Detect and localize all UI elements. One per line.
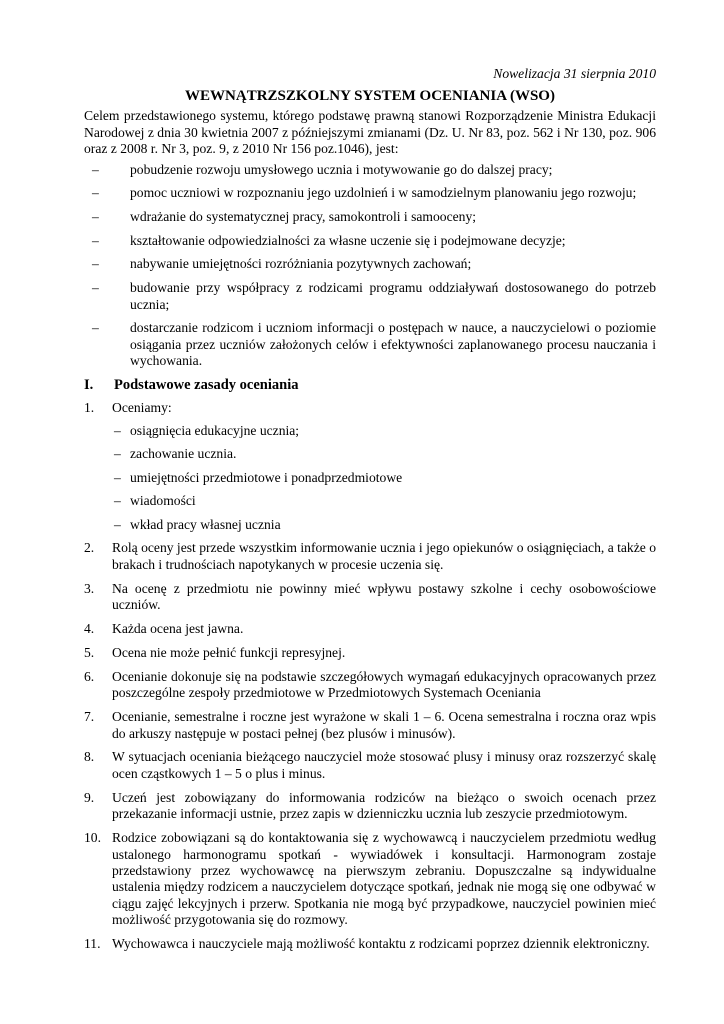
rule-text: Na ocenę z przedmiotu nie powinny mieć wpływu postawy szkolne i cechy osobowościowe uczniów. (112, 580, 656, 613)
dash-bullet: – (92, 280, 99, 296)
goals-list (84, 162, 656, 370)
rule-item (84, 621, 656, 637)
dash-bullet: – (92, 232, 99, 248)
dash-bullet: – (92, 320, 99, 336)
rule-number: 2. (84, 540, 95, 556)
assessed-text: zachowanie ucznia. (130, 446, 237, 462)
rule-item (84, 645, 656, 661)
rule-number: 11. (84, 936, 101, 952)
goal-item (84, 162, 656, 178)
rule-number: 6. (84, 668, 95, 684)
assessed-item (112, 423, 656, 439)
rule-text: Każda ocena jest jawna. (112, 621, 244, 637)
rules-list (84, 400, 656, 952)
dash-bullet: – (92, 185, 99, 201)
rule-text: Uczeń jest zobowiązany do informowania rodziców na bieżąco o swoich ocenach przez przekazanie informacji ustnie, przez zapis w dzienniczku ucznia lub zeszycie przedmiotowym. (112, 789, 656, 822)
dash-bullet: – (92, 209, 99, 225)
assessed-text: osiągnięcia edukacyjne ucznia; (130, 422, 300, 438)
rule-text: Rolą oceny jest przede wszystkim informowanie ucznia i jego opiekunów o osiągnięciach, a także o brakach i trudnościach napotykanych w procesie uczenia się. (112, 540, 656, 572)
dash-bullet: – (114, 422, 121, 438)
assessed-text: umiejętności przedmiotowe i ponadprzedmiotowe (130, 469, 403, 485)
intro-paragraph: Celem przedstawionego systemu, którego podstawę prawną stanowi Rozporządzenie Ministra Edukacji Narodowej z dnia 30 kwietnia 2007 z późniejszymi zmianami (Dz. U. Nr 83, poz. 562 i Nr 130, poz. 906 oraz z 2008 r. Nr 3, poz. 9, z 2010 Nr 156 poz.1046), jest: (84, 108, 656, 157)
goal-item (84, 256, 656, 272)
rule-text: Wychowawca i nauczyciele mają możliwość kontaktu z rodzicami poprzez dziennik elektroniczny. (112, 936, 650, 952)
rule-item (84, 540, 656, 573)
rule-number: 10. (84, 830, 101, 846)
rule-text: Ocenianie dokonuje się na podstawie szczegółowych wymagań edukacyjnych opracowanych przez poszczególne zespoły przedmiotowe w Przedmiotowych Systemach Oceniania (112, 668, 656, 701)
rule-number: 7. (84, 709, 95, 725)
goal-text: dostarczanie rodzicom i uczniom informacji o postępach w nauce, a nauczycielowi o poziomie osiągania przez uczniów założonych celów i efektywności zaplanowanego procesu nauczania i wychowania. (130, 320, 656, 369)
goal-text: budowanie przy współpracy z rodzicami programu oddziaływań dostosowanego do potrzeb ucznia; (130, 280, 656, 312)
rule-text: Oceniamy: (112, 400, 172, 416)
assessed-text: wkład pracy własnej ucznia (130, 516, 281, 532)
goal-item (84, 185, 656, 201)
goal-text: nabywanie umiejętności rozróżniania pozytywnych zachowań; (130, 256, 472, 272)
rule-number: 3. (84, 580, 95, 596)
rule-text: Rodzice zobowiązani są do kontaktowania się z wychowawcą i nauczycielem przedmiotu według ustalonego harmonogramu spotkań - wywiadówek i konsultacji. Harmonogram zostaje przedstawiony przez wychowawcę na pierwszym zebraniu. Dopuszczalne są indywidualne ustalenia między rodzicem a nauczycielem dotyczące spotkań, jednak nie mogą się one odbywać w ciągu zajęć lekcyjnych i przerw. Spotkania nie mogą być przypadkowe, nauczyciel powinien mieć możliwość przygotowania się do rozmowy. (112, 830, 656, 928)
rule-item (84, 830, 656, 928)
rule-item (84, 400, 656, 532)
rule-number: 1. (84, 400, 95, 416)
rule-number: 8. (84, 749, 95, 765)
goal-text: kształtowanie odpowiedzialności za własne uczenie się i podejmowane decyzje; (130, 232, 566, 248)
assessed-item (112, 517, 656, 533)
dash-bullet: – (92, 161, 99, 177)
section-title: Podstawowe zasady oceniania (114, 377, 299, 394)
assessed-item (112, 470, 656, 486)
goal-item (84, 280, 656, 313)
assessed-item (112, 493, 656, 509)
rule-item (84, 936, 656, 952)
dash-bullet: – (114, 469, 121, 485)
assessed-text: wiadomości (130, 493, 196, 509)
rule-item (84, 790, 656, 823)
rule-text: W sytuacjach oceniania bieżącego nauczyciel może stosować plusy i minusy oraz rozszerzyć skalę ocen cząstkowych 1 – 5 o plus i minus. (112, 749, 656, 781)
document-page (84, 66, 656, 960)
dash-bullet: – (114, 493, 121, 509)
rule-number: 4. (84, 621, 95, 637)
rule-number: 5. (84, 644, 95, 660)
rule-text: Ocena nie może pełnić funkcji represyjnej. (112, 644, 346, 660)
dash-bullet: – (114, 446, 121, 462)
rule-item (84, 581, 656, 614)
goal-item (84, 320, 656, 369)
rule-item (84, 709, 656, 742)
goal-item (84, 209, 656, 225)
revision-note: Nowelizacja 31 sierpnia 2010 (493, 66, 656, 81)
dash-bullet: – (114, 516, 121, 532)
goal-text: pomoc uczniowi w rozpoznaniu jego uzdolnień i w samodzielnym planowaniu jego rozwoju; (130, 185, 637, 201)
goal-item (84, 233, 656, 249)
rule-item (84, 749, 656, 782)
goal-text: wdrażanie do systematycznej pracy, samokontroli i samooceny; (130, 209, 477, 225)
section-heading (84, 377, 656, 394)
goal-text: pobudzenie rozwoju umysłowego ucznia i motywowanie go do dalszej pracy; (130, 161, 553, 177)
section-number: I. (84, 377, 94, 394)
rule-number: 9. (84, 789, 95, 805)
dash-bullet: – (92, 256, 99, 272)
assessed-list (112, 423, 656, 533)
document-title: WEWNĄTRZSZKOLNY SYSTEM OCENIANIA (WSO) (185, 88, 555, 105)
rule-text: Ocenianie, semestralne i roczne jest wyrażone w skali 1 – 6. Ocena semestralna i roczna oraz wpis do arkuszy następuje w postaci pełnej (bez plusów i minusów). (112, 709, 656, 741)
assessed-item (112, 446, 656, 462)
rule-item (84, 669, 656, 702)
